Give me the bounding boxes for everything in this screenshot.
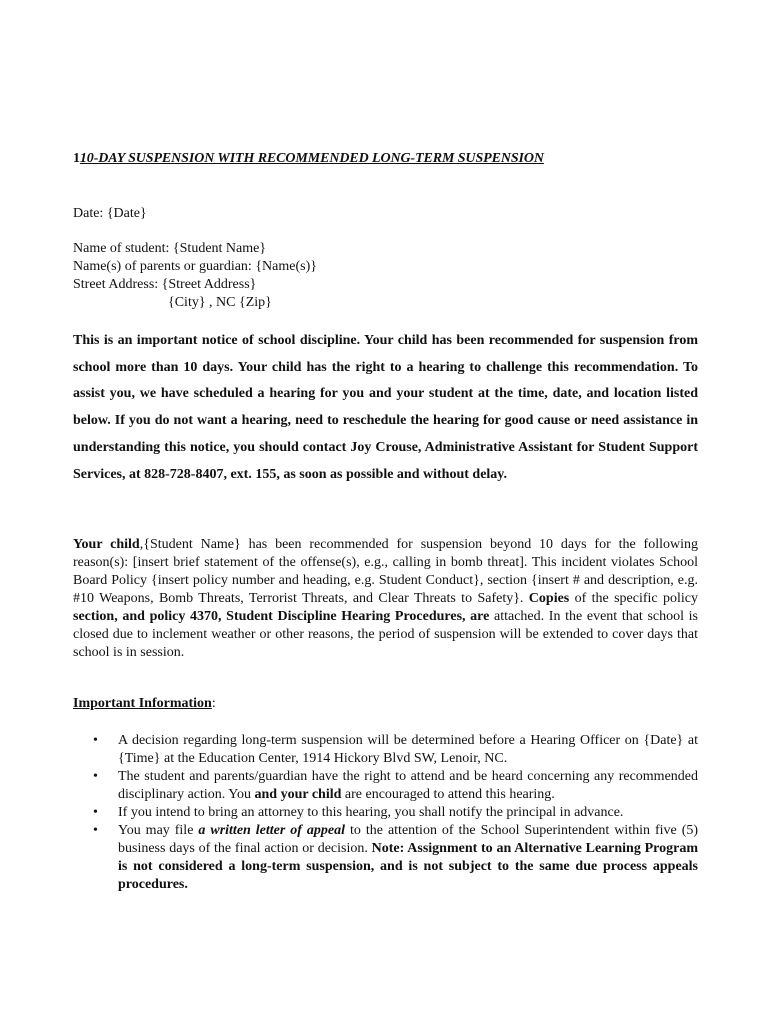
bullet-text: are encouraged to attend this hearing.: [341, 787, 555, 802]
suspension-paragraph: [73, 536, 698, 662]
list-item: [73, 768, 698, 804]
list-item: [73, 822, 698, 894]
important-info-heading: [73, 696, 216, 712]
para-body-1: ,{Student Name} has been recommended for suspension beyond 10 days for the following reason(s): [insert brief statement of the offense(s), e.g., calling in bomb threat]. This incident violates School Board Policy {insert policy number and heading, e.g. Student Conduct}, section {insert # and description, e.g. #10 Weapons, Bomb Threats, Terrorist Threats, and Clear Threats to Safety}.: [73, 537, 698, 606]
bullet-bold-text: and your child: [254, 787, 342, 802]
title-prefix: 1: [73, 151, 80, 166]
parents-field: Name(s) of parents or guardian: {Name(s)}: [73, 259, 317, 274]
para-policy-section: section, and policy 4370, Student Discipline Hearing Procedures, are: [73, 609, 490, 624]
list-item: [73, 804, 698, 822]
bullet-text: You may file: [118, 823, 199, 838]
city-zip-field: {City} , NC {Zip}: [168, 295, 272, 310]
bullet-bold-text: Note: Assignment to an Alternative Learning Program is not considered a long-term suspension, and is not subject to the same due process appeals procedures.: [118, 841, 698, 892]
bullet-text: The student and parents/guardian have the right to attend and be heard concerning any recommended disciplinary action. You: [118, 769, 698, 802]
para-lead: Your child: [73, 537, 140, 552]
bullet-icon: •: [93, 823, 98, 838]
important-info-label: Important Information: [73, 696, 212, 711]
street-address-field: Street Address: {Street Address}: [73, 277, 257, 292]
bullet-text: If you intend to bring an attorney to this hearing, you shall notify the principal in advance.: [118, 805, 624, 820]
bullet-bold-italic-text: a written letter of appeal: [198, 823, 346, 838]
bullet-icon: •: [93, 733, 98, 748]
bullet-text: A decision regarding long-term suspension will be determined before a Hearing Officer on {Date} at {Time} at the Education Center, 1914 Hickory Blvd SW, Lenoir, NC.: [118, 733, 698, 766]
bullet-text: to the attention of the School Superintendent within five (5) business days of the final action or decision.: [118, 823, 699, 856]
para-body-3: attached. In the event that school is closed due to inclement weather or other reasons, the period of suspension will be extended to cover days that school is in session.: [73, 609, 698, 660]
document-title: [73, 151, 544, 167]
para-copies: Copies: [528, 591, 570, 606]
para-body-2: of the specific policy: [569, 591, 698, 606]
student-name-field: Name of student: {Student Name}: [73, 241, 267, 256]
important-info-list: [73, 732, 698, 894]
list-item: [73, 732, 698, 768]
title-text: 10-DAY SUSPENSION WITH RECOMMENDED LONG-TERM SUSPENSION: [79, 151, 544, 166]
important-info-colon: :: [211, 696, 216, 711]
discipline-notice: This is an important notice of school discipline. Your child has been recommended for suspension from school more than 10 days. Your child has the right to a hearing to challenge this recommendation. To assist you, we have scheduled a hearing for you and your student at the time, date, and location listed below. If you do not want a hearing, need to reschedule the hearing for good cause or need assistance in understanding this notice, you should contact Joy Crouse, Administrative Assistant for Student Support Services, at 828-728-8407, ext. 155, as soon as possible and without delay.: [73, 333, 698, 482]
date-field: Date: {Date}: [73, 206, 147, 221]
bullet-icon: •: [93, 769, 98, 784]
bullet-icon: •: [93, 805, 98, 820]
